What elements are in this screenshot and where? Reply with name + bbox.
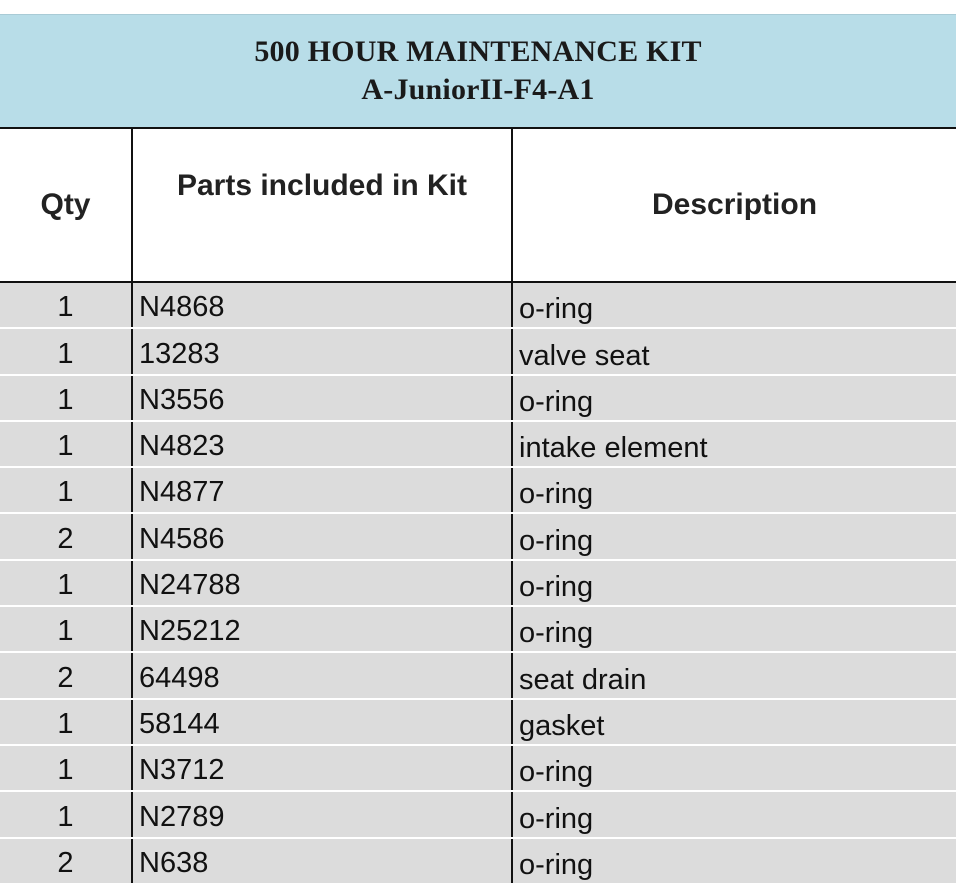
part-cell: N638: [132, 838, 512, 884]
qty-cell: 1: [0, 328, 132, 374]
part-cell: N2789: [132, 791, 512, 837]
part-cell: 64498: [132, 652, 512, 698]
description-cell: o-ring: [512, 467, 956, 513]
description-cell: o-ring: [512, 560, 956, 606]
header-qty: Qty: [0, 128, 132, 282]
qty-cell: 2: [0, 838, 132, 884]
part-cell: 58144: [132, 699, 512, 745]
part-cell: 13283: [132, 328, 512, 374]
description-cell: seat drain: [512, 652, 956, 698]
qty-cell: 2: [0, 652, 132, 698]
description-cell: o-ring: [512, 791, 956, 837]
kit-title: 500 HOUR MAINTENANCE KIT: [254, 35, 702, 68]
qty-cell: 1: [0, 421, 132, 467]
part-cell: N25212: [132, 606, 512, 652]
table-row: [0, 652, 956, 698]
description-cell: gasket: [512, 699, 956, 745]
header-description: Description: [512, 128, 956, 282]
part-cell: N24788: [132, 560, 512, 606]
description-cell: intake element: [512, 421, 956, 467]
kit-model: A-JuniorII-F4-A1: [361, 73, 595, 106]
description-cell: o-ring: [512, 606, 956, 652]
qty-cell: 1: [0, 467, 132, 513]
qty-cell: 1: [0, 375, 132, 421]
table-row: [0, 838, 956, 884]
table-row: [0, 606, 956, 652]
qty-cell: 1: [0, 560, 132, 606]
table-row: [0, 282, 956, 328]
description-cell: o-ring: [512, 282, 956, 328]
part-cell: N3712: [132, 745, 512, 791]
qty-cell: 2: [0, 513, 132, 559]
part-cell: N4868: [132, 282, 512, 328]
part-cell: N4586: [132, 513, 512, 559]
part-cell: N4877: [132, 467, 512, 513]
table-row: [0, 560, 956, 606]
table-row: [0, 699, 956, 745]
qty-cell: 1: [0, 791, 132, 837]
description-cell: o-ring: [512, 513, 956, 559]
parts-table: [0, 127, 956, 885]
table-row: [0, 375, 956, 421]
qty-cell: 1: [0, 606, 132, 652]
description-cell: valve seat: [512, 328, 956, 374]
part-cell: N4823: [132, 421, 512, 467]
qty-cell: 1: [0, 699, 132, 745]
table-row: [0, 467, 956, 513]
qty-cell: 1: [0, 282, 132, 328]
header-row: [0, 128, 956, 282]
qty-cell: 1: [0, 745, 132, 791]
part-cell: N3556: [132, 375, 512, 421]
table-row: [0, 513, 956, 559]
table-row: [0, 421, 956, 467]
header-parts: Parts included in Kit: [132, 128, 512, 282]
title-band: [0, 14, 956, 128]
description-cell: o-ring: [512, 375, 956, 421]
description-cell: o-ring: [512, 745, 956, 791]
table-row: [0, 791, 956, 837]
table-row: [0, 328, 956, 374]
description-cell: o-ring: [512, 838, 956, 884]
table-row: [0, 745, 956, 791]
